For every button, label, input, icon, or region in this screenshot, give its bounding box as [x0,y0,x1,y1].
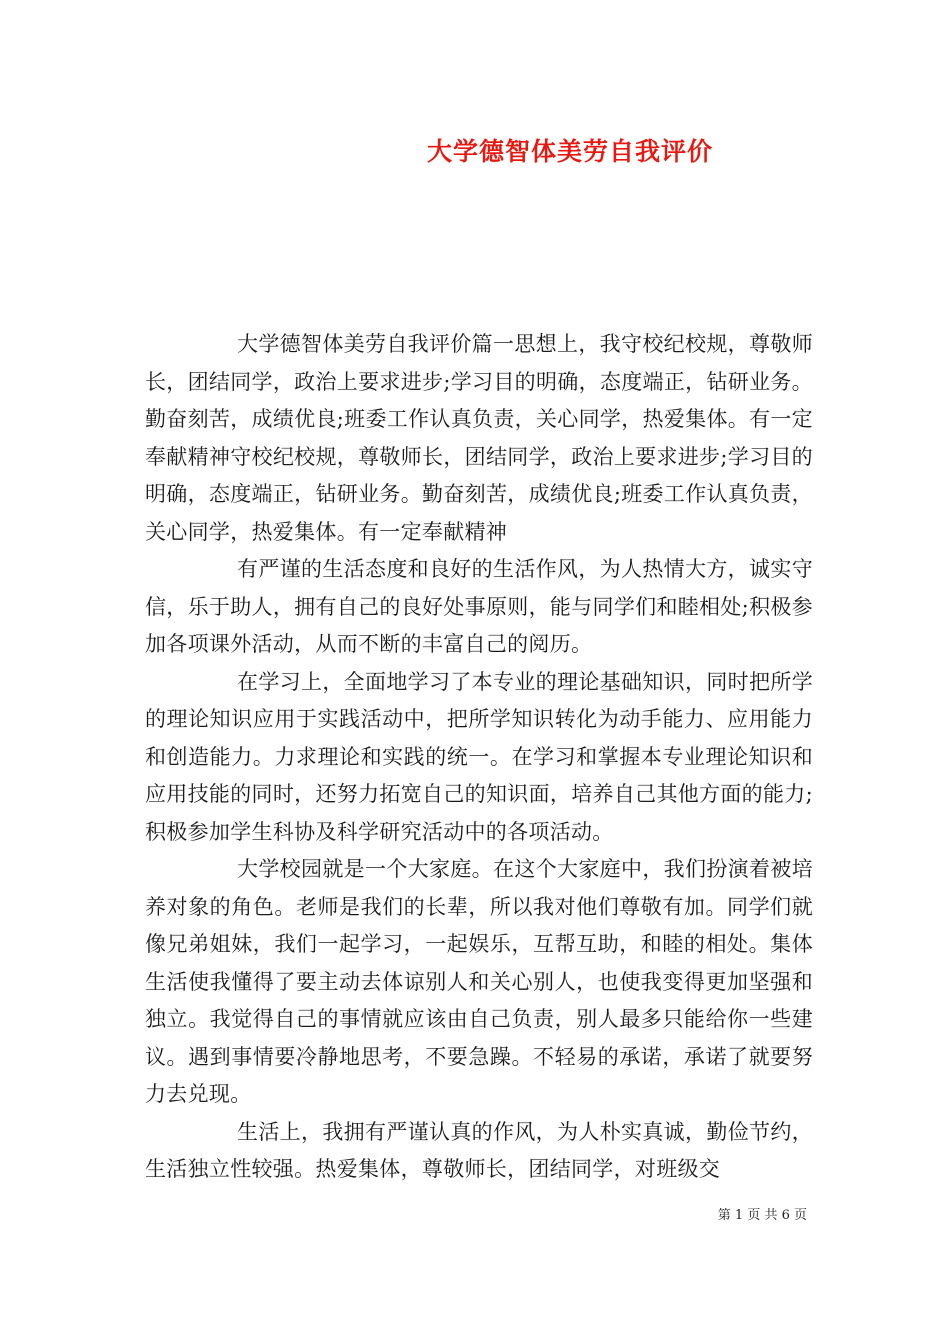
document-body [145,326,813,1189]
paragraph: 在学习上，全面地学习了本专业的理论基础知识，同时把所学的理论知识应用于实践活动中，把所学知识转化为动手能力、应用能力和创造能力。力求理论和实践的统一。在学习和掌握本专业理论知识和应用技能的同时，还努力拓宽自己的知识面，培养自己其他方面的能力;积极参加学生科协及科学研究活动中的各项活动。 [145,669,813,844]
page-number-footer: 第 1 页 共 6 页 [717,1208,807,1223]
paragraph: 有严谨的生活态度和良好的生活作风，为人热情大方，诚实守信，乐于助人，拥有自己的良好处事原则，能与同学们和睦相处;积极参加各项课外活动，从而不断的丰富自己的阅历。 [145,557,813,656]
paragraph: 大学德智体美劳自我评价篇一思想上，我守校纪校规，尊敬师长，团结同学，政治上要求进步;学习目的明确，态度端正，钻研业务。勤奋刻苦，成绩优良;班委工作认真负责，关心同学，热爱集体。有一定奉献精神守校纪校规，尊敬师长，团结同学，政治上要求进步;学习目的明确，态度端正，钻研业务。勤奋刻苦，成绩优良;班委工作认真负责，关心同学，热爱集体。有一定奉献精神 [145,332,813,544]
document-title: 大学德智体美劳自我评价 [426,137,713,166]
paragraph: 生活上，我拥有严谨认真的作风，为人朴实真诚，勤俭节约，生活独立性较强。热爱集体，尊敬师长，团结同学，对班级交 [145,1119,813,1181]
paragraph: 大学校园就是一个大家庭。在这个大家庭中，我们扮演着被培养对象的角色。老师是我们的长辈，所以我对他们尊敬有加。同学们就像兄弟姐妹，我们一起学习，一起娱乐，互帮互助，和睦的相处。集体生活使我懂得了要主动去体谅别人和关心别人，也使我变得更加坚强和独立。我觉得自己的事情就应该由自己负责，别人最多只能给你一些建议。遇到事情要冷静地思考，不要急躁。不轻易的承诺，承诺了就要努力去兑现。 [145,857,813,1106]
